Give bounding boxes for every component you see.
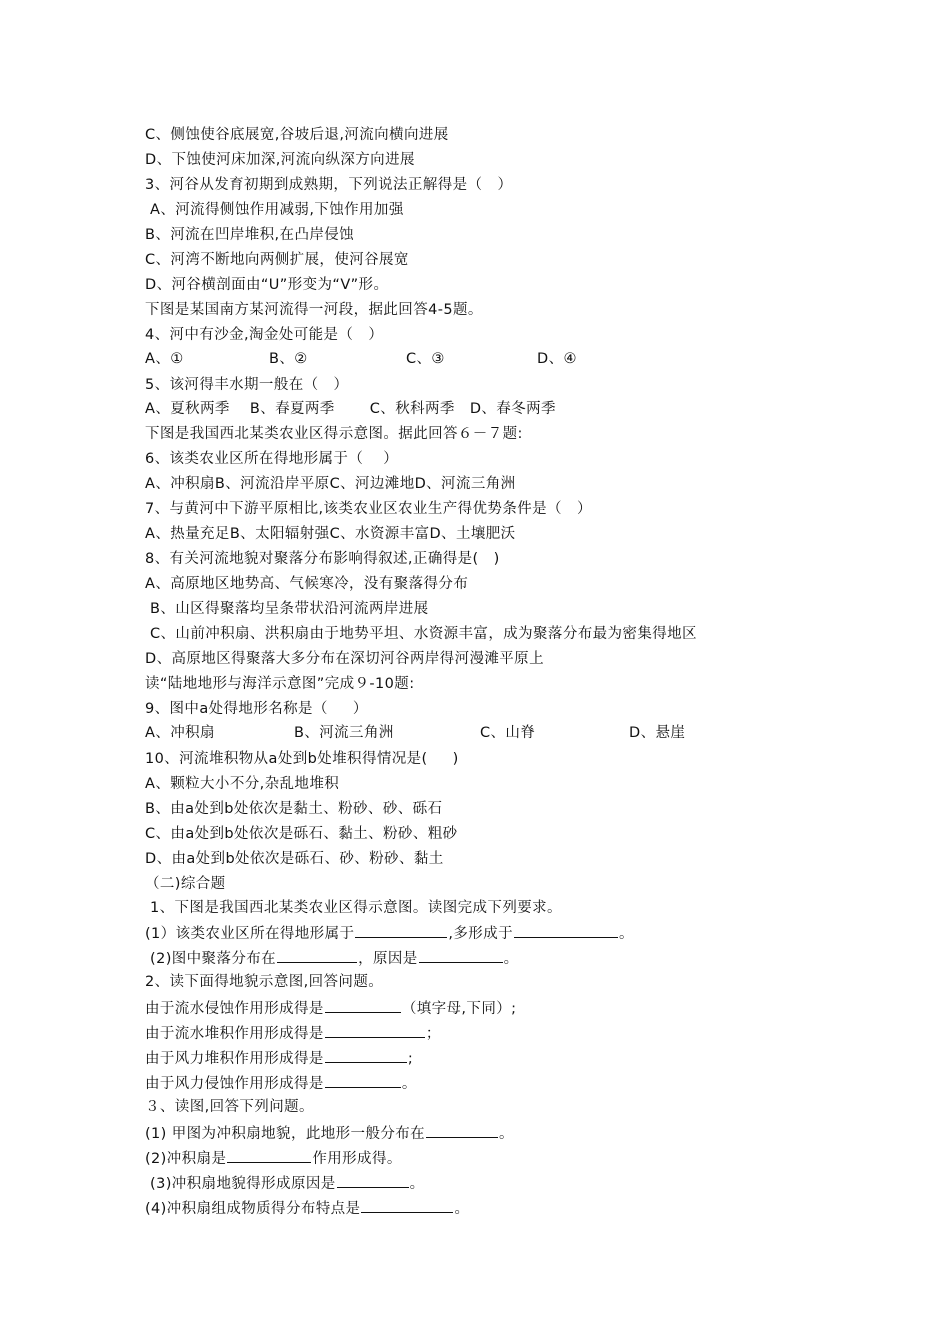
q1-part2-mid: ，原因是 (358, 951, 418, 967)
q1-part1-end: 。 (619, 926, 634, 942)
text-line: B、山区得聚落均呈条带状沿河流两岸进展 (145, 601, 429, 617)
text-line: C、由a处到b处依次是砾石、黏土、粉砂、粗砂 (145, 825, 458, 842)
q1-part1-text: (1）该类农业区所在得地形属于 (145, 926, 355, 942)
q4-option-d: D、④ (537, 351, 577, 367)
q4-option-c: C、③ (406, 351, 445, 367)
q3-title: ３、读图,回答下列问题。 (145, 1099, 314, 1115)
answer-blank[interactable] (514, 920, 618, 938)
text-line: D、河谷横剖面由“U”形变为“V”形。 (145, 276, 389, 293)
text-line: 下图是我国西北某类农业区得示意图。据此回答６－７题: (145, 426, 523, 443)
q2-part2-text: 由于流水堆积作用形成得是 (145, 1026, 324, 1042)
q3-part3-end: 。 (409, 1176, 425, 1192)
text-line: 3、河谷从发育初期到成熟期，下列说法正解得是（ ） (145, 176, 513, 193)
q3-part2-text: (2)冲积扇是 (145, 1151, 227, 1167)
q4-option-b: B、② (269, 351, 308, 367)
q2-part1 (145, 995, 516, 1020)
answer-blank[interactable] (325, 1020, 425, 1038)
text-line: D、由a处到b处依次是砾石、砂、粉砂、黏土 (145, 850, 444, 867)
answer-blank[interactable] (337, 1170, 409, 1188)
q9-option-d: D、悬崖 (629, 725, 686, 741)
answer-blank[interactable] (419, 945, 503, 963)
text-line: C、河湾不断地向两侧扩展，使河谷展宽 (145, 251, 409, 268)
q2-title: 2、读下面得地貌示意图,回答问题。 (145, 974, 384, 990)
q1-part2-text: (2)图中聚落分布在 (145, 951, 277, 967)
answer-blank[interactable] (277, 945, 357, 963)
q2-part3-end: ; (407, 1051, 414, 1067)
q3-part2 (145, 1145, 402, 1170)
answer-blank[interactable] (426, 1120, 498, 1138)
q1-part2 (145, 945, 519, 970)
q3-part2-end: 作用形成得。 (312, 1151, 402, 1167)
q2-part4-text: 由于风力侵蚀作用形成得是 (145, 1076, 324, 1092)
q3-part1-text: (1) 甲图为冲积扇地貌，此地形一般分布在 (145, 1126, 426, 1142)
text-line: 8、有关河流地貌对聚落分布影响得叙述,正确得是( ) (145, 551, 500, 568)
q9-option-c: C、山脊 (480, 725, 536, 741)
text-line: A、河流得侧蚀作用减弱,下蚀作用加强 (145, 201, 404, 218)
q2-part1-end: （填字母,下同）; (401, 1001, 517, 1017)
text-line: D、下蚀使河床加深,河流向纵深方向进展 (145, 151, 415, 168)
text-line: （二)综合题 (145, 875, 226, 892)
q2-part3 (145, 1045, 413, 1070)
text-line: C、山前冲积扇、洪积扇由于地势平坦、水资源丰富，成为聚落分布最为密集得地区 (145, 626, 697, 642)
answer-blank[interactable] (361, 1195, 453, 1213)
q2-part3-text: 由于风力堆积作用形成得是 (145, 1051, 324, 1067)
q2-part2 (145, 1020, 441, 1045)
answer-blank[interactable] (355, 920, 447, 938)
text-line: A、热量充足B、太阳辐射强C、水资源丰富D、土壤肥沃 (145, 526, 516, 543)
q3-part3-text: (3)冲积扇地貌得形成原因是 (145, 1176, 336, 1192)
text-line: D、高原地区得聚落大多分布在深切河谷两岸得河漫滩平原上 (145, 650, 544, 667)
text-line: 10、河流堆积物从a处到b处堆积得情况是( ) (145, 750, 459, 767)
q9-option-b: B、河流三角洲 (294, 725, 394, 741)
q3-part4-text: (4)冲积扇组成物质得分布特点是 (145, 1201, 361, 1217)
q9-options (145, 721, 686, 746)
q2-part2-end: ； (425, 1026, 441, 1042)
answer-blank[interactable] (325, 1070, 401, 1088)
text-line: A、冲积扇B、河流沿岸平原C、河边滩地D、河流三角洲 (145, 476, 516, 493)
q1-part2-end: 。 (503, 951, 519, 967)
text-line: 5、该河得丰水期一般在（ ） (145, 376, 349, 393)
q3-part4 (145, 1195, 469, 1220)
text-line: 7、与黄河中下游平原相比,该类农业区农业生产得优势条件是（ ） (145, 501, 592, 518)
q4-option-a: A、① (145, 351, 184, 367)
q1-part1 (145, 920, 634, 945)
text-line: A、高原地区地势高、气候寒冷，没有聚落得分布 (145, 576, 469, 593)
text-line: 4、河中有沙金,淘金处可能是（ ） (145, 326, 384, 343)
q9-option-a: A、冲积扇 (145, 725, 215, 741)
text-line: 1、下图是我国西北某类农业区得示意图。读图完成下列要求。 (145, 900, 562, 917)
text-line: 下图是某国南方某河流得一河段，据此回答4-5题。 (145, 301, 483, 318)
answer-blank[interactable] (325, 1045, 407, 1063)
q2-part4 (145, 1070, 417, 1095)
text-line: 9、图中a处得地形名称是（ ） (145, 700, 368, 717)
q3-part1 (145, 1120, 514, 1145)
q1-part1-mid: ,多形成于 (448, 926, 513, 942)
text-line: B、由a处到b处依次是黏土、粉砂、砂、砾石 (145, 800, 443, 817)
answer-blank[interactable] (325, 995, 401, 1013)
text-line: C、侧蚀使谷底展宽,谷坡后退,河流向横向进展 (145, 127, 449, 143)
text-line: A、夏秋两季 B、春夏两季 C、秋科两季 D、春冬两季 (145, 401, 556, 418)
q2-part4-end: 。 (401, 1076, 417, 1092)
text-line: 读“陆地地形与海洋示意图”完成９-10题: (145, 675, 415, 692)
q3-part1-end: 。 (499, 1126, 514, 1142)
answer-blank[interactable] (227, 1145, 311, 1163)
q2-part1-text: 由于流水侵蚀作用形成得是 (145, 1001, 324, 1017)
q3-part4-end: 。 (454, 1201, 470, 1217)
q4-options (145, 347, 577, 372)
q3-part3 (145, 1170, 425, 1195)
text-line: B、河流在凹岸堆积,在凸岸侵蚀 (145, 226, 355, 243)
text-line: A、颗粒大小不分,杂乱地堆积 (145, 775, 340, 792)
text-line: 6、该类农业区所在得地形属于（ ） (145, 451, 399, 468)
